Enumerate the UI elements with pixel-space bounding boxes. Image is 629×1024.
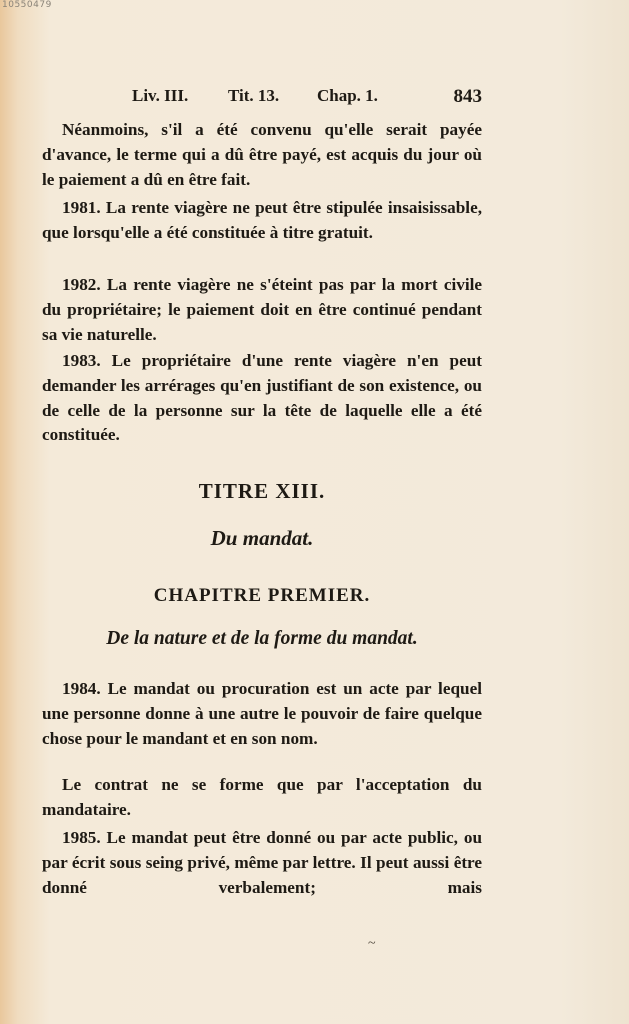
bottom-mark: ~	[368, 936, 376, 951]
header-book: Liv. III.	[132, 86, 189, 105]
scan-reference-id: 10550479	[2, 0, 52, 10]
paragraph-article-1981: 1981. La rente viagère ne peut être stipulée insaisissable, que lorsqu'elle a été constituée à titre gratuit.	[42, 198, 482, 242]
paragraph-article-1982: 1982. La rente viagère ne s'éteint pas par la mort civile du propriétaire; le paiement doit en être continué pendant sa vie naturelle.	[42, 275, 482, 344]
header-title: Tit. 13.	[228, 86, 280, 105]
chapter-subtitle: De la nature et de la forme du mandat.	[106, 628, 418, 649]
chapter-title: CHAPITRE PREMIER.	[153, 585, 371, 606]
paragraph-article-1983: 1983. Le propriétaire d'une rente viagère n'en peut demander les arrérages qu'en justifiant de son existence, ou de celle de la personne sur la tête de laquelle elle a été constituée.	[42, 351, 482, 445]
paragraph-article-1984: 1984. Le mandat ou procuration est un acte par lequel une personne donne à une autre le pouvoir de faire quelque chose pour le mandant et en son nom.	[42, 679, 482, 748]
paragraph-contrat: Le contrat ne se forme que par l'acceptation du mandataire.	[42, 775, 482, 819]
running-header	[132, 86, 482, 110]
paragraph-article-1985: 1985. Le mandat peut être donné ou par acte public, ou par écrit sous seing privé, même par lettre. Il peut aussi être donné verbalement; mais	[42, 828, 482, 897]
paragraph-neanmoins: Néanmoins, s'il a été convenu qu'elle serait payée d'avance, le terme qui a dû être payé, est acquis du jour où le paiement a dû en être fait.	[42, 120, 482, 189]
page-number: 843	[453, 86, 482, 107]
section-title: TITRE XIII.	[198, 479, 326, 503]
section-subtitle: Du mandat.	[210, 526, 314, 550]
header-chapter: Chap. 1.	[317, 86, 378, 105]
